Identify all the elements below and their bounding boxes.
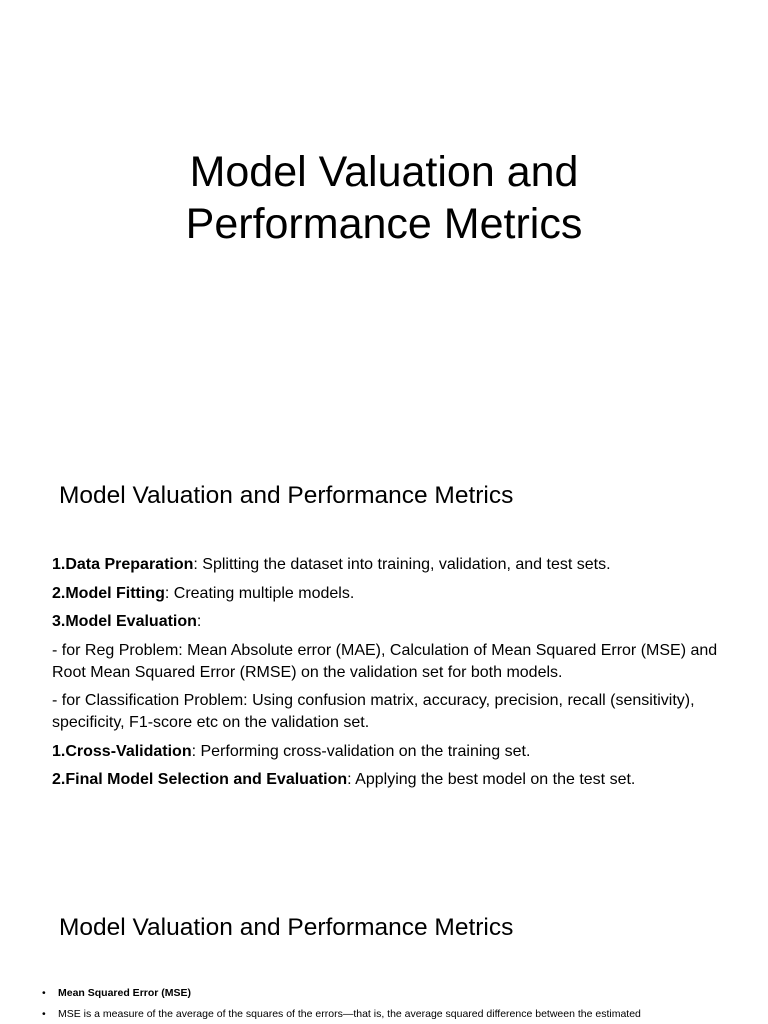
list-item [52,690,742,734]
item-label: 1.Cross-Validation [52,742,192,760]
item-label: Mean Squared Error (MSE) [58,987,192,999]
item-label: 2.Final Model Selection and Evaluation [52,771,348,788]
list-item [42,986,732,1000]
item-text: : Splitting the dataset into training, validation, and test sets. [193,556,611,573]
metrics-list [42,986,732,1024]
list-item [52,611,742,633]
slide-title-line-2: Performance Metrics [185,200,583,248]
item-text: : Creating multiple models. [164,584,355,602]
list-item [52,741,742,763]
list-item [52,554,742,576]
slide-heading: Model Valuation and Performance Metrics [59,482,514,509]
item-text: MSE is a measure of the average of the squares of the errors—that is, the average squared difference between the estimated [58,1008,641,1020]
list-item [52,583,742,605]
item-text: : Applying the best model on the test set. [347,771,636,788]
item-text: - for Reg Problem: Mean Absolute error (MAE), Calculation of Mean Squared Error (MSE) and Root Mean Squared Error (RMSE) on the validation set for both models. [52,641,718,681]
item-text: - for Classification Problem: Using confusion matrix, accuracy, precision, recall (sensitivity), specificity, F1-score etc on the validation set. [52,692,695,731]
metrics-slide [0,864,768,1024]
item-label: 2.Model Fitting [52,584,165,602]
item-text: : Performing cross-validation on the training set. [191,742,531,760]
list-item [52,640,742,684]
bullet-icon: • [42,1008,46,1020]
list-item [42,1007,732,1021]
bullet-icon: • [42,987,46,999]
slide-heading: Model Valuation and Performance Metrics [59,914,514,941]
slide-title-line-1: Model Valuation and [189,148,579,196]
item-text: : [196,613,202,630]
process-list [52,554,742,798]
process-slide [0,432,768,864]
title-slide [0,0,768,432]
list-item [52,769,742,791]
slide-title [0,146,768,250]
item-label: 3.Model Evaluation [52,613,197,630]
item-label: 1.Data Preparation [52,556,194,573]
